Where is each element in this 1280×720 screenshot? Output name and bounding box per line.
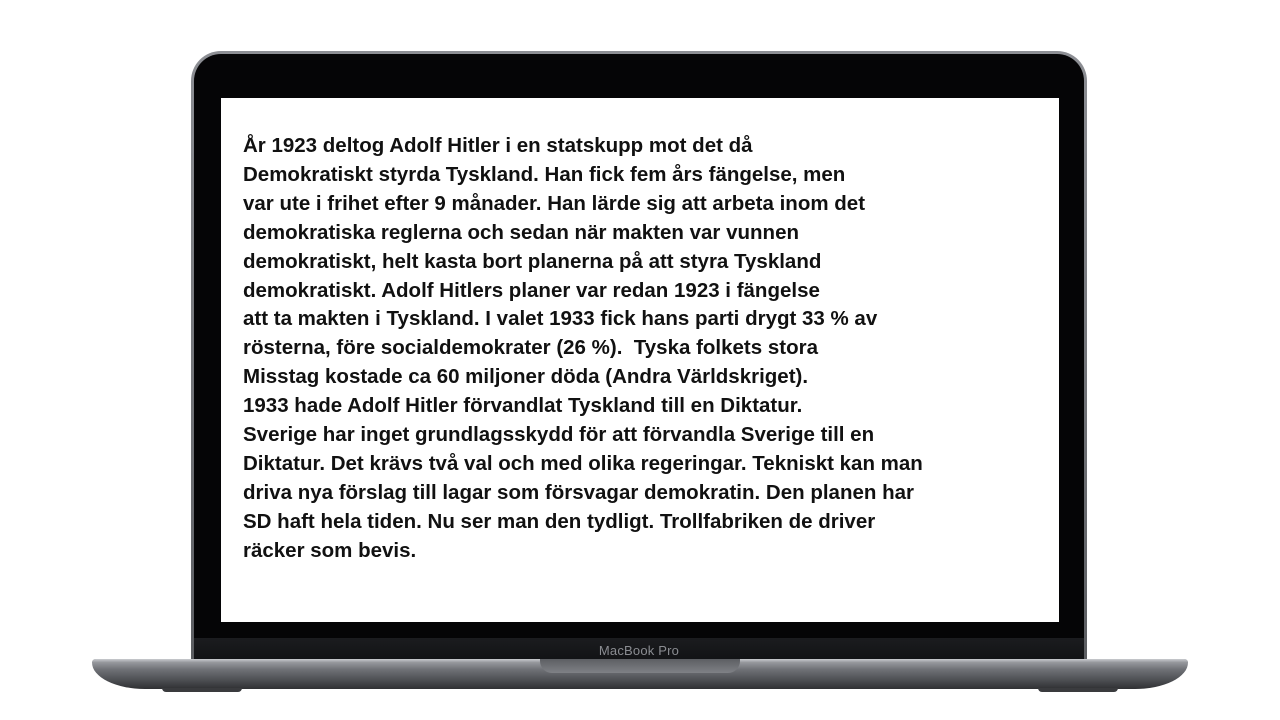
- text-line: var ute i frihet efter 9 månader. Han lärde sig att arbeta inom det: [243, 191, 866, 215]
- text-line: demokratiska reglerna och sedan när makten var vunnen: [243, 220, 799, 244]
- text-line: Demokratiskt styrda Tyskland. Han fick fem års fängelse, men: [243, 162, 846, 186]
- text-line: År 1923 deltog Adolf Hitler i en statskupp mot det då: [243, 134, 753, 157]
- text-line: SD haft hela tiden. Nu ser man den tydligt. Trollfabriken de driver: [243, 509, 876, 533]
- opening-notch: [540, 659, 740, 673]
- laptop-foot-left: [162, 688, 242, 692]
- text-line: räcker som bevis.: [243, 538, 417, 562]
- screen-text-block: [243, 132, 1053, 566]
- laptop-screen: [221, 98, 1059, 622]
- text-line: Misstag kostade ca 60 miljoner döda (Andra Världskriget).: [243, 365, 809, 389]
- text-line: 1933 hade Adolf Hitler förvandlat Tyskland till en Diktatur.: [243, 394, 803, 418]
- laptop-foot-right: [1038, 688, 1118, 692]
- text-line: rösterna, före socialdemokrater (26 %). Tyska folkets stora: [243, 336, 818, 360]
- laptop-base: [92, 659, 1188, 689]
- text-line: demokratiskt. Adolf Hitlers planer var redan 1923 i fängelse: [243, 278, 820, 302]
- text-line: Sverige har inget grundlagsskydd för att förvandla Sverige till en: [243, 423, 875, 447]
- text-line: att ta makten i Tyskland. I valet 1933 fick hans parti drygt 33 % av: [243, 307, 878, 331]
- text-line: driva nya förslag till lagar som försvagar demokratin. Den planen har: [243, 480, 915, 504]
- text-line: demokratiskt, helt kasta bort planerna på att styra Tyskland: [243, 249, 822, 273]
- brand-label: MacBook Pro: [598, 643, 680, 658]
- text-line: Diktatur. Det krävs två val och med olika regeringar. Tekniskt kan man: [243, 451, 923, 475]
